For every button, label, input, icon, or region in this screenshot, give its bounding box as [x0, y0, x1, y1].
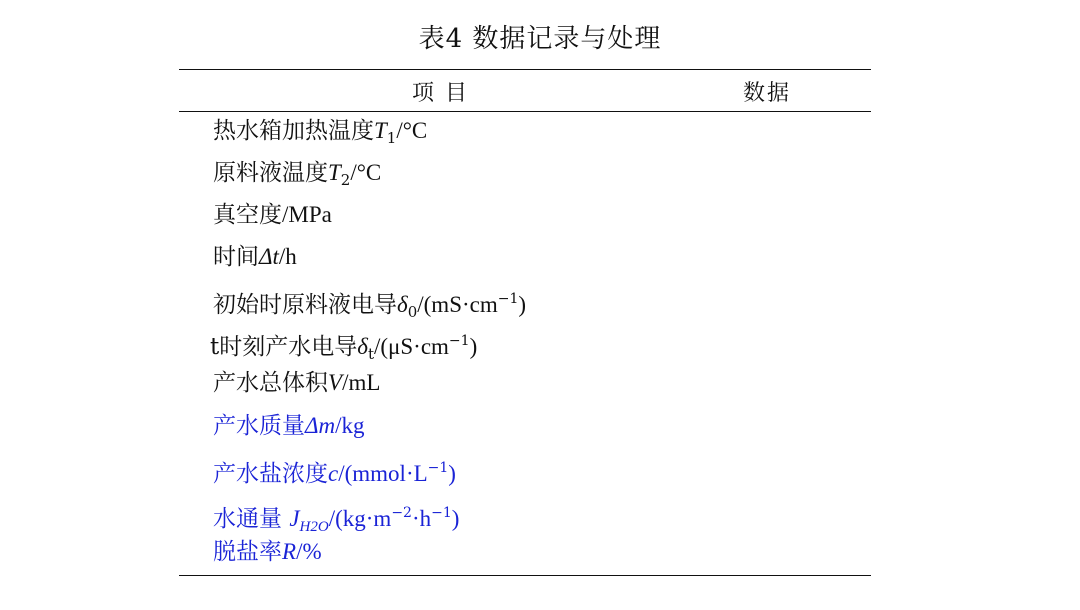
row-variable: δ	[397, 292, 408, 317]
row-variable: Δm	[305, 413, 336, 438]
row-unit: /(mS·cm	[417, 292, 498, 317]
row-unit: /mL	[342, 370, 381, 395]
table-row	[213, 498, 459, 542]
table-row	[213, 368, 380, 398]
row-unit: /%	[296, 539, 322, 564]
row-unit-close: )	[518, 292, 527, 317]
row-unit-close: )	[469, 334, 478, 359]
row-subscript: H2O	[299, 519, 329, 535]
row-label: 热水箱加热温度	[213, 118, 374, 144]
column-header-item: 项 目	[412, 81, 469, 106]
row-subscript: 0	[407, 303, 418, 321]
row-variable: R	[282, 539, 297, 564]
row-superscript: −1	[427, 460, 449, 476]
table-row	[213, 537, 322, 567]
row-variable: T	[374, 118, 387, 143]
row-label: 产水盐浓度	[213, 461, 328, 487]
table-row	[213, 116, 427, 153]
table-row	[213, 453, 456, 489]
row-superscript: −1	[497, 291, 519, 307]
row-superscript-2: −1	[431, 505, 452, 521]
row-superscript: −2	[391, 505, 412, 521]
row-subscript: 2	[340, 171, 351, 189]
row-variable: J	[289, 506, 300, 531]
row-unit: /(mmol·L	[338, 461, 428, 486]
row-unit-close: )	[451, 506, 460, 531]
row-label: 真空度	[213, 202, 282, 228]
table-row	[213, 242, 297, 272]
row-unit-mid: ·h	[411, 506, 432, 531]
row-variable: c	[328, 461, 339, 486]
row-label: 脱盐率	[213, 539, 282, 565]
row-variable: Δt	[259, 244, 279, 269]
row-unit: /°C	[350, 160, 382, 185]
row-subscript: 1	[386, 129, 397, 147]
row-unit: /MPa	[282, 202, 332, 227]
row-variable: δ	[357, 334, 368, 359]
row-unit: /°C	[396, 118, 428, 143]
table-caption: 表4 数据记录与处理	[418, 24, 662, 54]
row-label: 原料液温度	[213, 160, 328, 186]
row-label: 初始时原料液电导	[213, 292, 397, 318]
row-label: t时刻产水电导	[210, 334, 358, 360]
table-top-rule	[179, 69, 871, 70]
table-row	[213, 284, 526, 327]
table-row	[213, 200, 332, 230]
table-header-rule	[179, 111, 871, 112]
row-label: 产水总体积	[213, 370, 328, 396]
row-label: 水通量	[213, 506, 290, 532]
table-bottom-rule	[179, 575, 871, 576]
table-row	[213, 411, 365, 441]
column-header-data: 数据	[743, 81, 792, 106]
row-label: 时间	[213, 244, 259, 270]
row-unit: /(kg·m	[328, 506, 392, 531]
row-unit: /kg	[335, 413, 365, 438]
table-row	[213, 158, 381, 195]
row-unit: /h	[278, 244, 297, 269]
row-unit-close: )	[448, 461, 456, 486]
table-row	[210, 326, 477, 369]
row-superscript: −1	[448, 333, 470, 349]
row-variable: V	[328, 370, 343, 395]
row-unit: /(μS·cm	[373, 334, 449, 359]
row-variable: T	[328, 160, 341, 185]
row-subscript: t	[367, 345, 374, 363]
row-label: 产水质量	[213, 413, 305, 439]
